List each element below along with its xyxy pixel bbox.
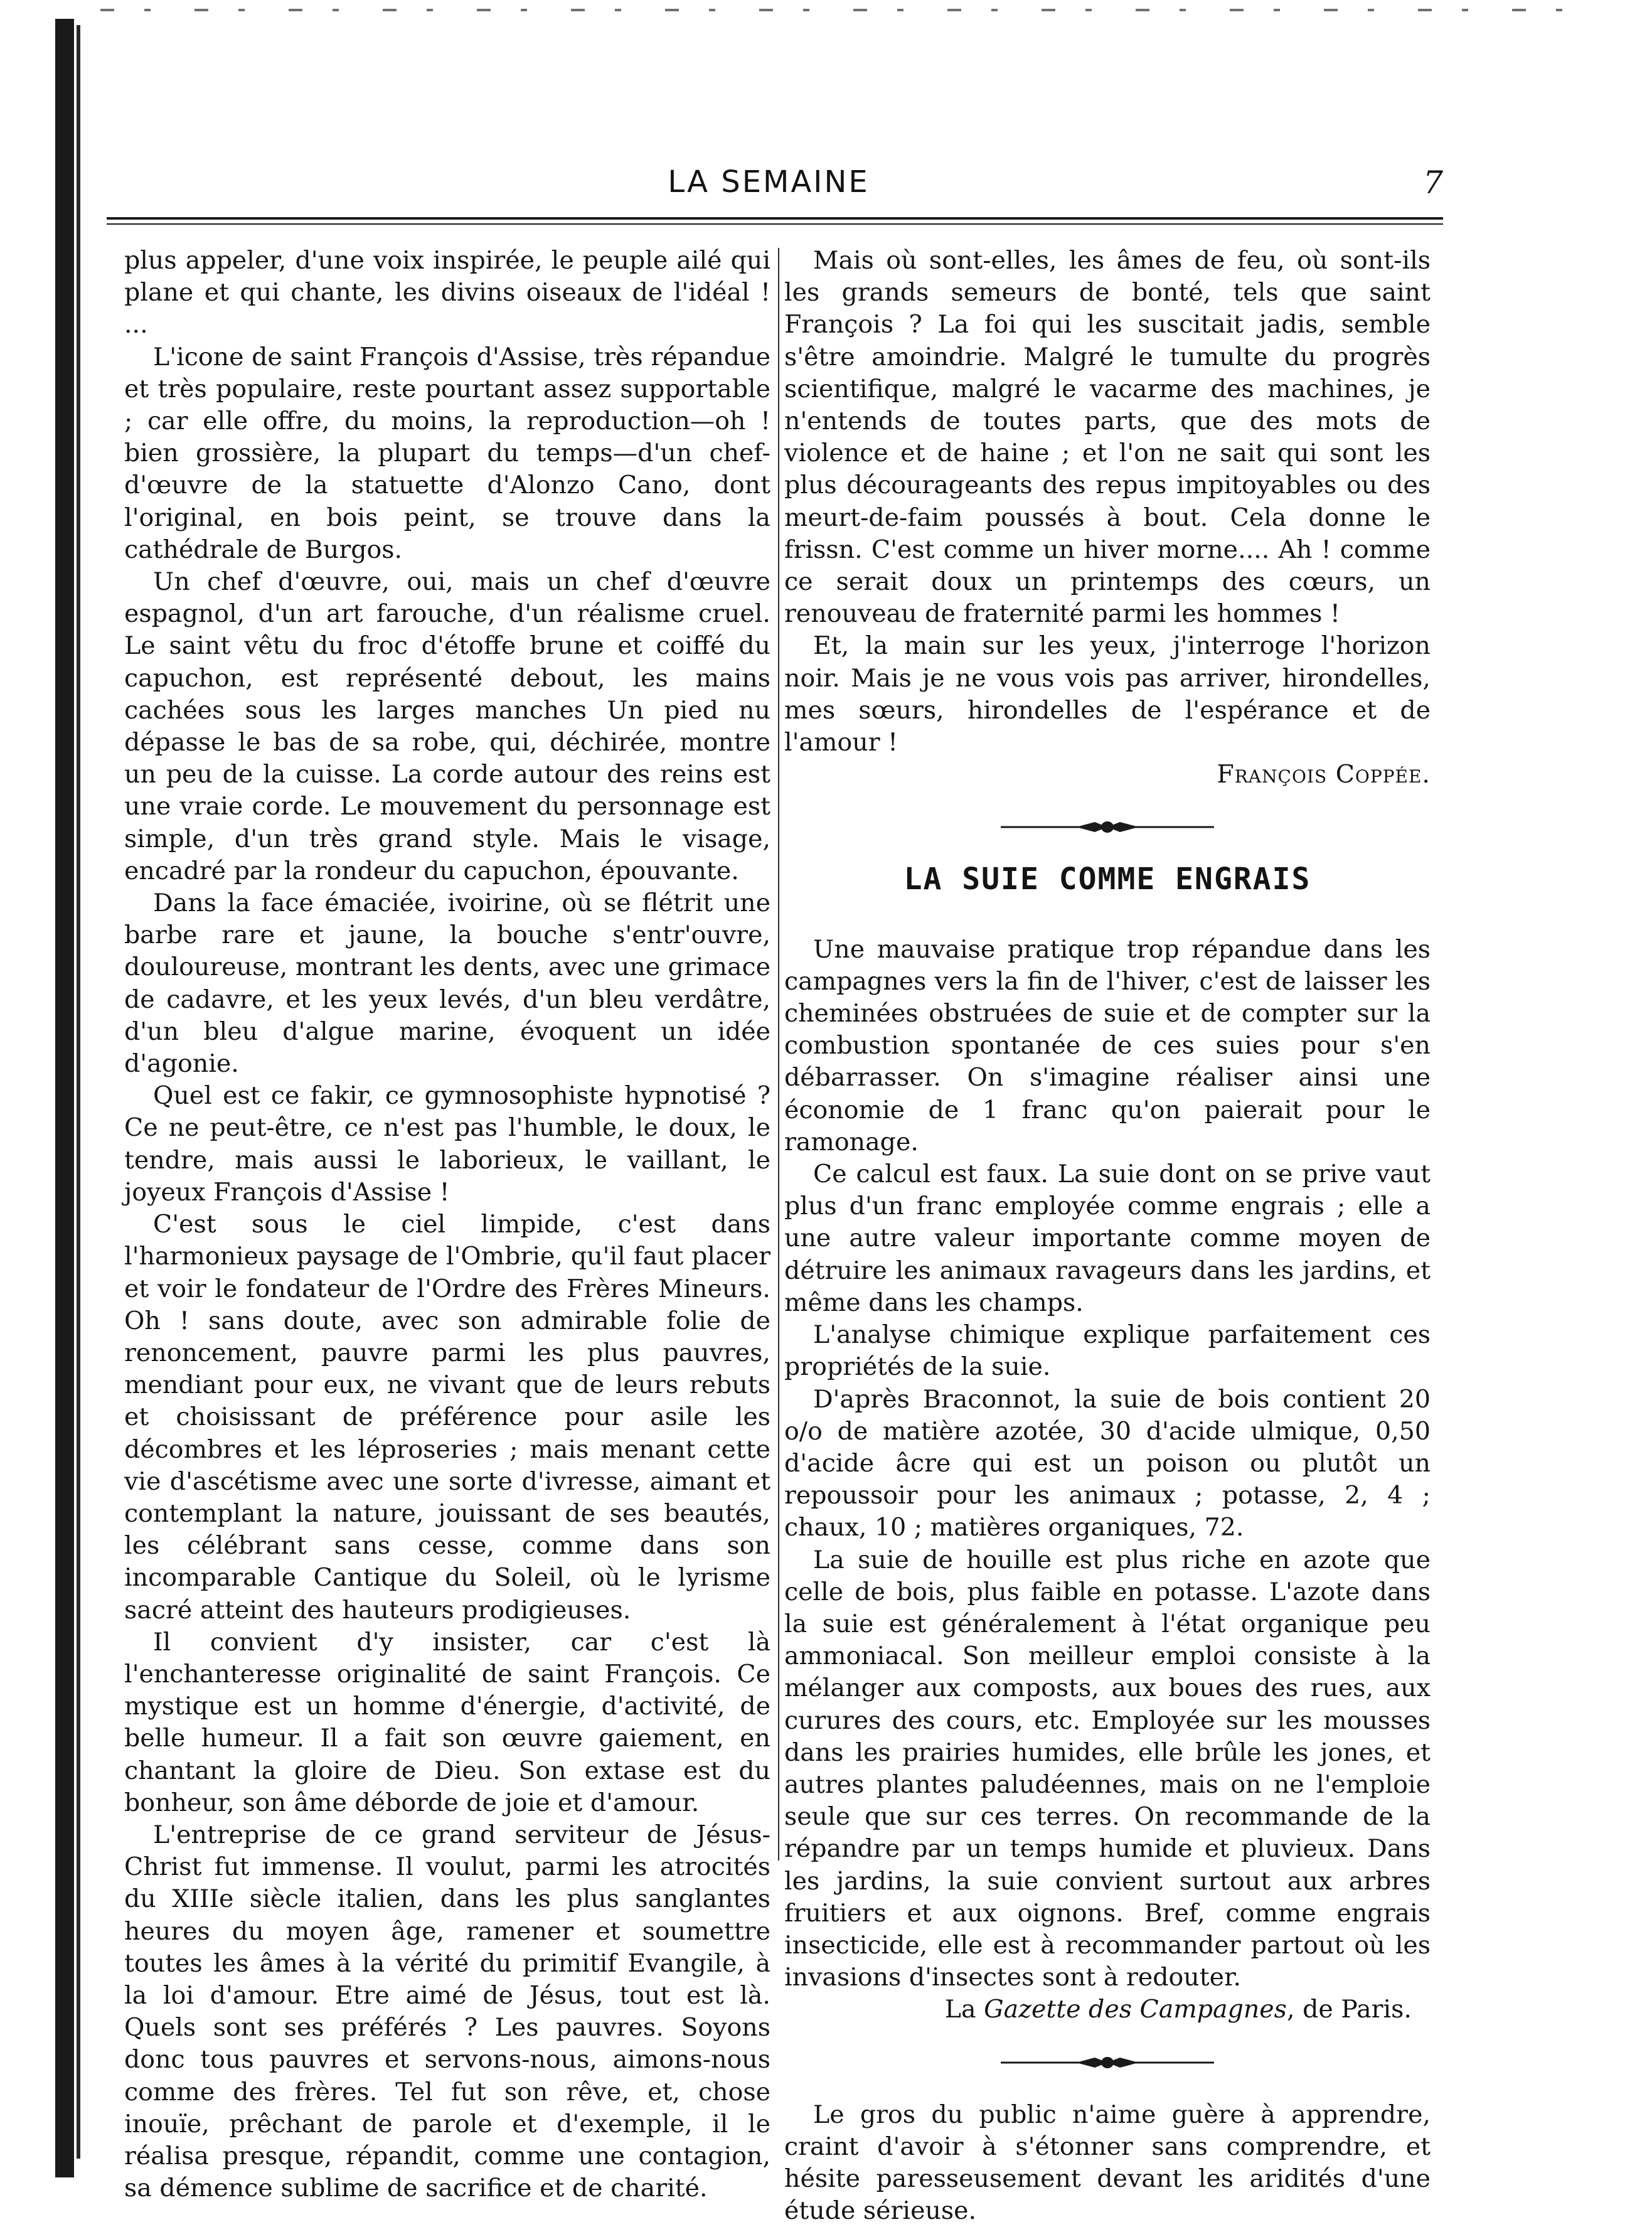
paragraph: Dans la face émaciée, ivoirine, où se flétrit une barbe rare et jaune, la bouche s'entr'ouvre, douloureuse, montrant les dents, avec une grimace de cadavre, et les yeux levés, d'un bleu verdâtre, d'un bleu d'algue marine, évoquent un idée d'agonie. [124, 889, 770, 1079]
left-column [124, 245, 770, 2204]
page-header [94, 164, 1443, 215]
paragraph: C'est sous le ciel limpide, c'est dans l'harmonieux paysage de l'Ombrie, qu'il faut placer et voir le fondateur de l'Ordre des Frères Mineurs. Oh ! sans doute, avec son admirable folie de renoncement, pauvre parmi les plus pauvres, mendiant pour eux, ne vivant que de leurs rebuts et choisissant de préférence pour asile les décombres et les léproseries ; mais menant cette vie d'ascétisme avec une sorte d'ivresse, aimant et contemplant la nature, jouissant de ses beautés, les célébrant sans cesse, comme dans son incomparable Cantique du Soleil, où le lyrisme sacré atteint des hauteurs prodigieuses. [124, 1210, 770, 1625]
binding-edge-line [77, 25, 80, 2159]
column-divider [778, 248, 779, 1861]
paragraph: L'entreprise de ce grand serviteur de Jésus-Christ fut immense. Il voulut, parmi les atrocités du XIIIe siècle italien, dans les plus sanglantes heures du moyen âge, ramener et soumettre toutes les âmes à la vérité du primitif Evangile, à la loi d'amour. Etre aimé de Jésus, tout est là. Quels sont ses préférés ? Les pauvres. Soyons donc tous pauvres et servons-nous, aimons-nous comme des frères. Tel fut son rêve, et, chose inouïe, prêchant de parole et d'exemple, il le réalisa presque, répandit, comme une contagion, sa démence sublime de sacrifice et de charité. [124, 1820, 770, 2203]
header-rule-thin [107, 223, 1443, 225]
paragraph: Mais où sont-elles, les âmes de feu, où sont-ils les grands semeurs de bonté, tels que saint François ? La foi qui les suscitait jadis, semble s'être amoindrie. Malgré le tumulte du progrès scientifique, malgré le vacarme des machines, je n'entends de toutes parts, que des mots de violence et de haine ; et l'on ne sait qui sont les plus décourageants des repus impitoyables ou des meurt-de-faim poussés à bout. Cela donne le frissn. C'est comme un hiver morne.... Ah ! comme ce serait doux un printemps des cœurs, un renouveau de fraternité parmi les hommes ! [784, 246, 1431, 629]
source-prefix: La [944, 1995, 984, 2024]
paragraph: D'après Braconnot, la suie de bois contient 20 o/o de matière azotée, 30 d'acide ulmique, 0,50 d'acide âcre qui est un poison ou plutôt un repoussoir pour les animaux ; potasse, 2, 4 ; chaux, 10 ; matières organiques, 72. [784, 1384, 1431, 1542]
author-signature: François Coppée. [1217, 760, 1431, 789]
paragraph: Un chef d'œuvre, oui, mais un chef d'œuvre espagnol, d'un art farouche, d'un réalisme cruel. Le saint vêtu du froc d'étoffe brune et coiffé du capuchon, est représenté debout, les mains cachées sous les larges manches Un pied nu dépasse le bas de sa robe, qui, déchirée, montre un peu de la cuisse. La corde autour des reins est une vraie corde. Le mouvement du personnage est simple, d'un très grand style. Mais le visage, encadré par la rondeur du capuchon, épouvante. [124, 567, 770, 885]
paragraph: plus appeler, d'une voix inspirée, le peuple ailé qui plane et qui chante, les divins oiseaux de l'idéal ! ... [124, 246, 770, 339]
paragraph: Ce calcul est faux. La suie dont on se prive vaut plus d'un franc employée comme engrais ; elle a une autre valeur importante comme moyen de détruire les animaux ravageurs dans les jardins, et même dans les champs. [784, 1160, 1431, 1317]
scan-top-specks [100, 9, 1594, 11]
paragraph: Le gros du public n'aime guère à apprendre, craint d'avoir à s'étonner sans comprendre, et hésite paresseusement devant les aridités d'une étude sérieuse. [784, 2100, 1431, 2226]
paragraph: L'icone de saint François d'Assise, très répandue et très populaire, reste pourtant assez supportable ; car elle offre, du moins, la reproduction—oh ! bien grossière, la plupart du temps—d'un chef-d'œuvre de la statuette d'Alonzo Cano, dont l'original, en bois peint, se trouve dans la cathédrale de Burgos. [124, 342, 770, 564]
paragraph: Il convient d'y insister, car c'est là l'enchanteresse originalité de saint François. Ce mystique est un homme d'énergie, d'activité, de belle humeur. Il a fait son œuvre gaiement, en chantant la gloire de Dieu. Son extase est du bonheur, son âme déborde de joie et d'amour. [124, 1627, 770, 1817]
ornament-divider-2 [1001, 2054, 1214, 2071]
source-title: Gazette des Campagnes [984, 1995, 1287, 2024]
ornament-divider [1001, 818, 1214, 836]
header-rule [107, 217, 1443, 220]
section-title: LA SUIE COMME ENGRAIS [903, 862, 1311, 897]
paragraph: La suie de houille est plus riche en azote que celle de bois, plus faible en potasse. L'azote dans la suie est généralement à l'état organique peu ammoniacal. Son meilleur emploi consiste à la mélanger aux composts, aux boues des rues, aux curures des cours, etc. Employée sur les mousses dans les prairies humides, elle brûle les jones, et autres plantes paludéennes, mais on ne l'emploie seule que sur ces terres. On recommande de la répandre par un temps humide et pluvieux. Dans les jardins, la suie convient surtout aux arbres fruitiers et aux oignons. Bref, comme engrais insecticide, elle est à recommander partout où les invasions d'insectes sont à redouter. [784, 1545, 1431, 1992]
paragraph: Et, la main sur les yeux, j'interroge l'horizon noir. Mais je ne vous vois pas arriver, hirondelles, mes sœurs, hirondelles de l'espérance et de l'amour ! [784, 631, 1431, 757]
right-column [784, 245, 1431, 2227]
binding-edge [55, 19, 74, 2177]
page-number: 7 [1423, 164, 1443, 201]
source-suffix: , de Paris. [1286, 1995, 1412, 2024]
paragraph: Une mauvaise pratique trop répandue dans les campagnes vers la fin de l'hiver, c'est de laisser les cheminées obstruées de suie et de compter sur la combustion spontanée de ces suies pour s'en débarrasser. On s'imagine réaliser ainsi une économie de 1 franc qu'on paierait pour le ramonage. [784, 934, 1431, 1156]
article-source [784, 1994, 1431, 2026]
running-title: LA SEMAINE [668, 164, 870, 200]
paragraph: L'analyse chimique explique parfaitement ces propriétés de la suie. [784, 1320, 1431, 1382]
paragraph: Quel est ce fakir, ce gymnosophiste hypnotisé ? Ce ne peut-être, ce n'est pas l'humble, le doux, le tendre, mais aussi le laborieux, le vaillant, le joyeux François d'Assise ! [124, 1081, 770, 1207]
